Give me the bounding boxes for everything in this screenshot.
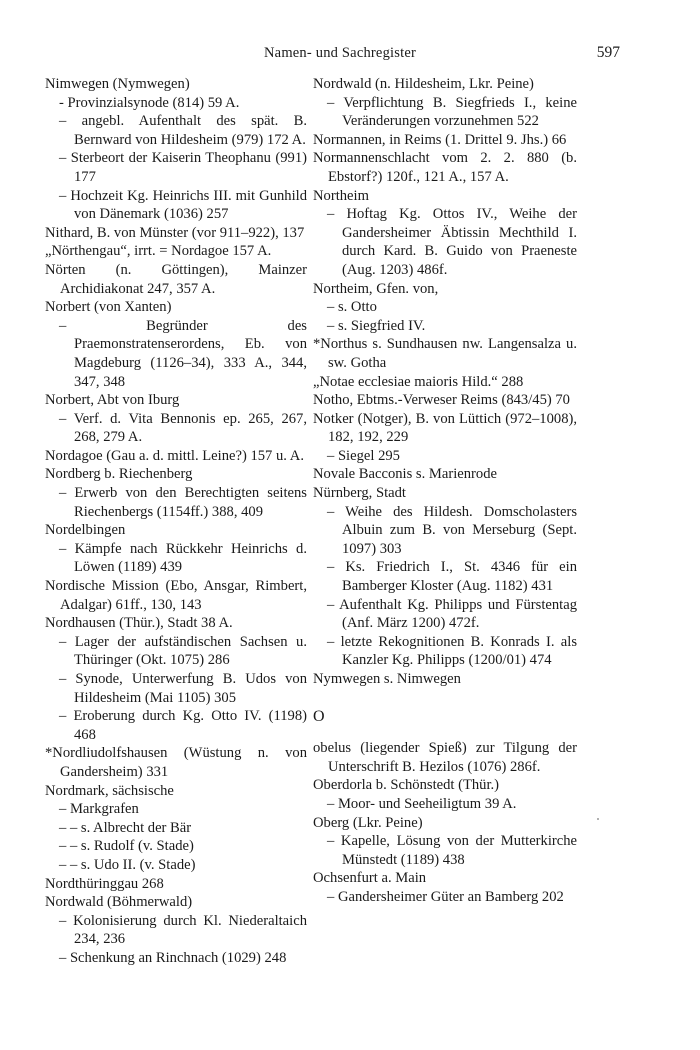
index-subentry: – Erwerb von den Berechtigten seitens Riechenbergs (1154ff.) 388, 409 [59,485,307,520]
index-subentry: – Lager der aufständischen Sachsen u. Thüringer (Okt. 1075) 286 [59,633,307,669]
index-subentry: – Siegel 295 [327,447,400,464]
index-entry: Nordberg b. Riechenberg [45,466,193,483]
index-subentry: – Ks. Friedrich I., St. 4346 für ein Bamberger Kloster (Aug. 1182) 431 [327,559,577,595]
index-subentry: – Moor- und Seeheiligtum 39 A. [327,795,517,812]
index-entry: Northeim, Gfen. von, [313,280,439,297]
index-section-o [313,739,577,906]
index-entry: Nymwegen s. Nimwegen [313,671,461,687]
index-entry: Nörten (n. Göttingen), Mainzer Archidiakonat 247, 357 A. [45,261,307,297]
index-entry: Nordhausen (Thür.), Stadt 38 A. [45,615,233,632]
index-subentry: – – s. Udo II. (v. Stade) [59,856,196,873]
index-entry: Norbert, Abt von Iburg [45,392,180,409]
index-subentry: – Weihe des Hildesh. Domscholasters Albuin zum B. von Merseburg (Sept. 1097) 303 [327,503,577,557]
index-entry: „Nörthengau“, irrt. = Nordagoe 157 A. [45,243,272,260]
stray-mark [597,818,599,820]
index-subentry: – letzte Rekognitionen B. Konrads I. als Kanzler Kg. Philipps (1200/01) 474 [327,633,577,669]
index-column-right [313,75,577,907]
index-subentry: – Aufenthalt Kg. Philipps und Fürstentag (Anf. März 1200) 472f. [327,596,577,632]
index-entry: Norbert (von Xanten) [45,299,172,316]
index-entry: Nithard, B. von Münster (vor 911–922), 137 [45,224,305,241]
running-header-title: Namen- und Sachregister [264,45,416,61]
index-entry: Nordische Mission (Ebo, Ansgar, Rimbert, Adalgar) 61ff., 130, 143 [45,578,307,613]
index-subentry: – Verpflichtung B. Siegfrieds I., keine Veränderungen vorzunehmen 522 [327,94,577,130]
index-subentry: – – s. Albrecht der Bär [59,819,192,836]
index-subentry: – Gandersheimer Güter an Bamberg 202 [327,888,564,905]
index-subentry: – Verf. d. Vita Bennonis ep. 265, 267, 268, 279 A. [59,410,307,446]
index-subentry: – Schenkung an Rinchnach (1029) 248 [59,949,287,966]
index-entry: Nimwegen (Nymwegen) [45,76,190,92]
index-subentry: – Sterbeort der Kaiserin Theophanu (991) 177 [59,150,307,185]
index-entry: Oberdorla b. Schönstedt (Thür.) [313,777,500,794]
index-entry: Oberg (Lkr. Peine) [313,814,423,831]
index-subentry: - Provinzialsynode (814) 59 A. [59,94,240,111]
index-subentry: – s. Siegfried IV. [327,317,426,334]
index-column-left [45,75,307,968]
index-subentry: – Kämpfe nach Rückkehr Heinrichs d. Löwen (1189) 439 [59,540,307,576]
index-entry: Nordwald (Böhmerwald) [45,894,193,911]
index-entry: Normannenschlacht vom 2. 2. 880 (b. Ebstorf?) 120f., 121 A., 157 A. [313,150,577,185]
index-entry: Nürnberg, Stadt [313,485,406,502]
index-entry: *Nordliudolfshausen (Wüstung n. von Gandersheim) 331 [45,745,307,780]
index-subentry: – s. Otto [327,299,377,316]
index-subentry: – Hoftag Kg. Ottos IV., Weihe der Gandersheimer Äbtissin Mechthild I. durch Kard. B. Guido von Praeneste (Aug. 1203) 486f. [327,206,577,278]
index-subentry: – Eroberung durch Kg. Otto IV. (1198) 468 [59,708,307,743]
index-subentry: – angebl. Aufenthalt des spät. B. Bernward von Hildesheim (979) 172 A. [59,113,307,148]
index-subentry: – Synode, Unterwerfung B. Udos von Hildesheim (Mai 1105) 305 [59,671,307,706]
index-subentry: – Kolonisierung durch Kl. Niederaltaich 234, 236 [59,912,307,948]
section-letter-o: O [313,707,325,725]
index-entry: Nordwald (n. Hildesheim, Lkr. Peine) [313,76,534,92]
index-entry: Ochsenfurt a. Main [313,870,427,887]
index-subentry: – Kapelle, Lösung von der Mutterkirche Münstedt (1189) 438 [327,833,577,868]
index-entry: „Notae ecclesiae maioris Hild.“ 288 [313,373,524,390]
index-entry: Nordmark, sächsische [45,782,174,799]
index-entry: Notho, Ebtms.-Verweser Reims (843/45) 70 [313,392,570,409]
index-entry: Notker (Notger), B. von Lüttich (972–1008), 182, 192, 229 [313,410,577,446]
index-subentry: – – s. Rudolf (v. Stade) [59,838,194,855]
page-number: 597 [596,44,620,61]
index-entry: *Northus s. Sundhausen nw. Langensalza u. sw. Gotha [313,336,577,371]
index-entry: obelus (liegender Spieß) zur Tilgung der Unterschrift B. Hezilos (1076) 286f. [313,740,577,775]
index-entry: Nordelbingen [45,522,126,539]
index-entry: Novale Bacconis s. Marienrode [313,466,497,483]
index-entry: Nordthüringgau 268 [45,875,164,892]
index-entry: Nordagoe (Gau a. d. mittl. Leine?) 157 u. A. [45,447,304,464]
index-entry: Normannen, in Reims (1. Drittel 9. Jhs.) 66 [313,131,567,148]
index-subentry: – Begründer des Praemonstratenserordens, Eb. von Magdeburg (1126–34), 333 A., 344, 347, 348 [59,317,307,390]
index-entry: Northeim [313,187,369,204]
index-subentry: – Markgrafen [59,801,139,818]
index-subentry: – Hochzeit Kg. Heinrichs III. mit Gunhild von Dänemark (1036) 257 [59,187,307,223]
index-section-n [313,75,577,689]
